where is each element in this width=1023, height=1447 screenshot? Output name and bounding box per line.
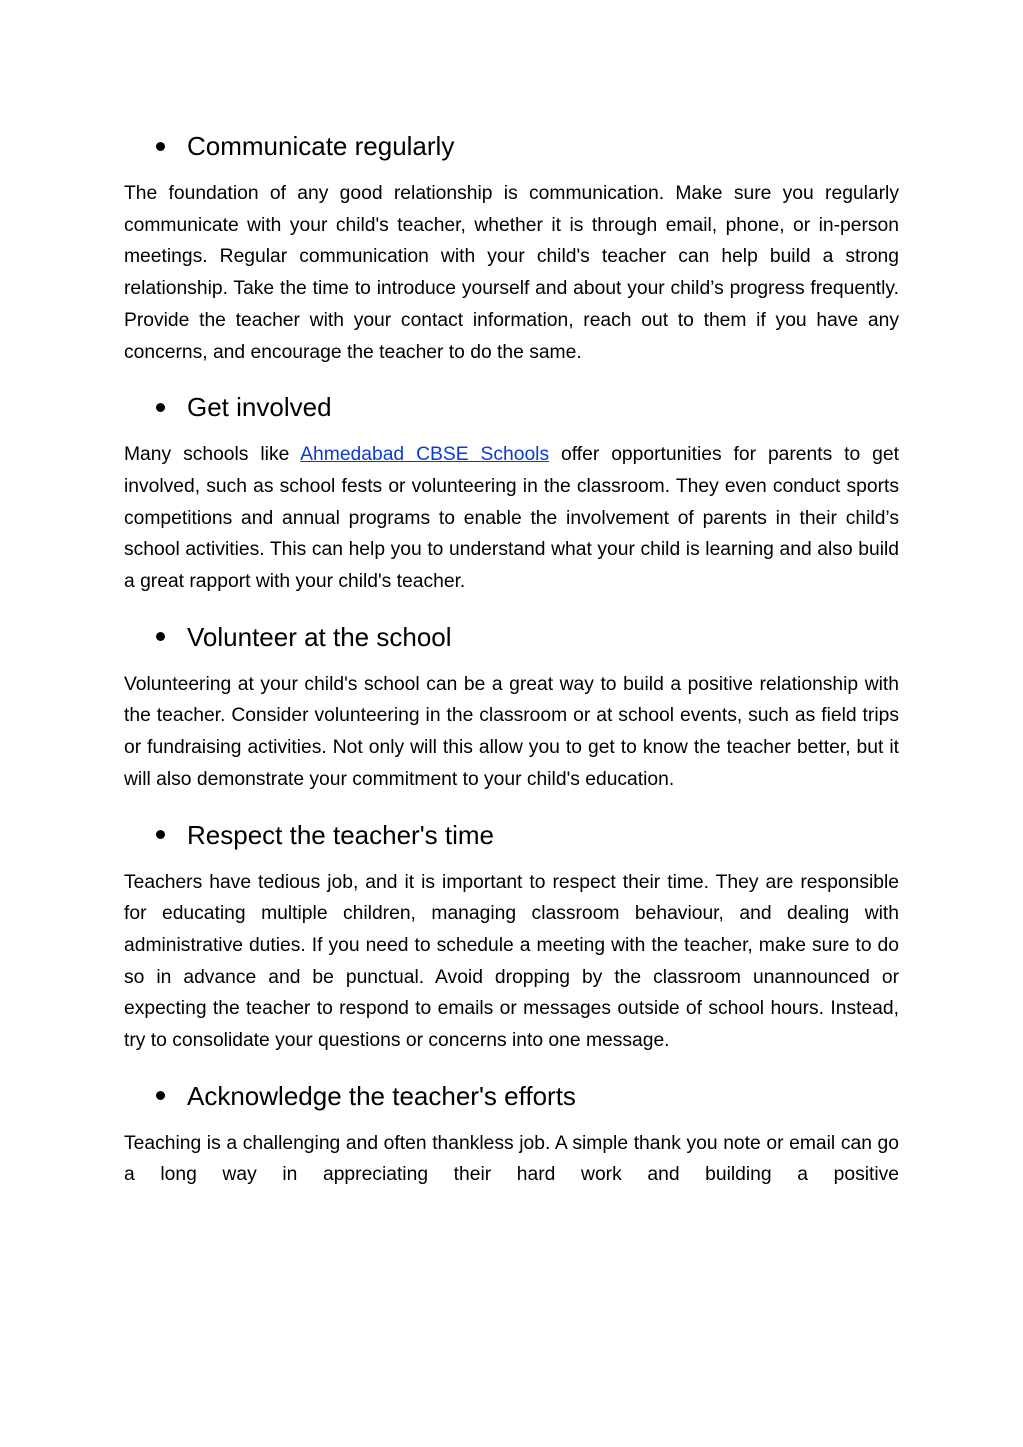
ahmedabad-cbse-schools-link[interactable]: Ahmedabad CBSE Schools — [300, 444, 550, 466]
section-heading-communicate — [124, 124, 899, 168]
section-heading-volunteer — [124, 615, 899, 659]
section-heading-acknowledge — [124, 1074, 899, 1118]
paragraph-respect-time: Teachers have tedious job, and it is important to respect their time. They are responsible for educating multiple children, managing classroom behaviour, and dealing with administrative duties. If you need to schedule a meeting with the teacher, make sure to do so in advance and be punctual. Avoid dropping by the classroom unannounced or expecting the teacher to respond to emails or messages outside of school hours. Instead, try to consolidate your questions or concerns into one message. — [124, 871, 899, 1052]
heading-text: Acknowledge the teacher's efforts — [187, 1080, 576, 1111]
bullet-icon — [156, 830, 165, 839]
paragraph-acknowledge: Teaching is a challenging and often thankless job. A simple thank you note or email can go a long way in appreciating their hard work and building a positive — [124, 1132, 899, 1186]
paragraph-get-involved — [124, 439, 899, 598]
paragraph-volunteer: Volunteering at your child's school can be a great way to build a positive relationship with the teacher. Consider volunteering in the classroom or at school events, such as field trips or fundraising activities. Not only will this allow you to get to know the teacher better, but it will also demonstrate your commitment to your child's education. — [124, 673, 899, 790]
bullet-icon — [156, 632, 165, 641]
heading-text: Get involved — [187, 392, 332, 423]
paragraph-text-before-link: Many schools like — [124, 444, 301, 466]
document-page — [124, 124, 899, 1208]
heading-text: Communicate regularly — [187, 131, 455, 161]
paragraph-text-after-link: offer opportunities for parents to get involved, such as school fests or volunteering in the classroom. They even conduct sports competitions and annual programs to enable the involvement of parents in their child’s school activities. This can help you to understand what your child is learning and also build a great rapport with your child's teacher. — [124, 444, 899, 593]
section-heading-get-involved — [124, 385, 899, 429]
bullet-icon — [156, 403, 165, 412]
section-heading-respect-time — [124, 813, 899, 857]
bullet-icon — [156, 1091, 165, 1100]
heading-text: Volunteer at the school — [187, 621, 452, 652]
heading-text: Respect the teacher's time — [187, 819, 494, 850]
paragraph-communicate: The foundation of any good relationship is communication. Make sure you regularly communicate with your child's teacher, whether it is through email, phone, or in-person meetings. Regular communication with your child's teacher can help build a strong relationship. Take the time to introduce yourself and about your child’s progress frequently. Provide the teacher with your contact information, reach out to them if you have any concerns, and encourage the teacher to do the same. — [124, 183, 899, 363]
bullet-icon — [156, 142, 165, 151]
